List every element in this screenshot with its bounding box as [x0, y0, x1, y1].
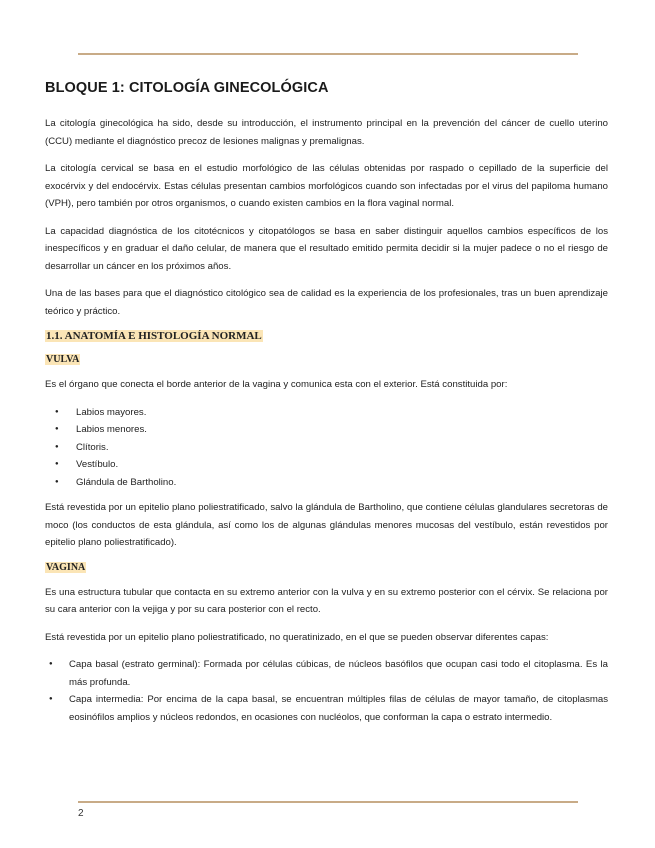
page-number: 2	[78, 808, 84, 819]
paragraph-cervical: La citología cervical se basa en el estudio morfológico de las células obtenidas por raspado o cepillado de la superficie del exocérvix y del endocérvix. Estas células presentan cambios morfológicos cuando son infectadas por el virus del papiloma humano (VPH), pero también por otros organismos, o cuando existen cambios en la flora vaginal normal.	[45, 163, 608, 209]
document-body	[45, 80, 608, 734]
vulva-epithelium: Está revestida por un epitelio plano poliestratificado, salvo la glándula de Bartholino, que contiene células glandulares secretoras de moco (los conductos de esta glándula, así como los de algunas glándulas menores mucosas del vestíbulo, están revestidos por epitelio plano poliestratificado).	[45, 502, 608, 548]
list-item: ● Vestíbulo.	[45, 456, 608, 474]
footer-rule	[78, 801, 578, 803]
vagina-heading	[45, 562, 608, 573]
paragraph-intro: La citología ginecológica ha sido, desde su introducción, el instrumento principal en la prevención del cáncer de cuello uterino (CCU) mediante el diagnóstico precoz de lesiones malignas y premalignas.	[45, 118, 608, 147]
paragraph-quality: Una de las bases para que el diagnóstico citológico sea de calidad es la experiencia de los profesionales, tras un buen aprendizaje teórico y práctico.	[45, 288, 608, 317]
list-item: ● Labios mayores.	[45, 404, 608, 422]
vagina-layers-list	[45, 656, 608, 726]
vulva-intro: Es el órgano que conecta el borde anterior de la vagina y comunica esta con el exterior. Está constituida por:	[45, 379, 508, 390]
vagina-heading-text: VAGINA	[46, 561, 86, 573]
vulva-heading-text: VULVA	[46, 354, 80, 365]
header-rule	[78, 53, 578, 55]
list-item: ● Clítoris.	[45, 439, 608, 457]
list-item: ● Capa intermedia: Por encima de la capa basal, se encuentran múltiples filas de células de mayor tamaño, de citoplasmas eosinófilos amplios y núcleos redondos, en ocasiones con nucléolos, que conforman la capa o estrato intermedio.	[45, 691, 608, 726]
paragraph-diagnostic: La capacidad diagnóstica de los citotécnicos y citopatólogos se basa en saber distinguir aquellos cambios específicos de los inespecíficos y en graduar el daño celular, de manera que el resultado emitido permita decidir si la mujer padece o no el riesgo de desarrollar un cáncer en los próximos años.	[45, 225, 608, 272]
section-heading-text: 1.1. ANATOMÍA E HISTOLOGÍA NORMAL	[46, 330, 262, 342]
list-item: ● Labios menores.	[45, 421, 608, 439]
vagina-epithelium: Está revestida por un epitelio plano poliestratificado, no queratinizado, en el que se pueden observar diferentes capas:	[45, 631, 549, 643]
list-item: ● Capa basal (estrato germinal): Formada por células cúbicas, de núcleos basófilos que ocupan casi todo el citoplasma. Es la más profunda.	[45, 656, 608, 691]
section-heading	[45, 330, 608, 342]
vulva-list	[45, 404, 608, 492]
list-item: ● Glándula de Bartholino.	[45, 474, 608, 492]
vulva-heading	[45, 354, 608, 365]
page-title: BLOQUE 1: CITOLOGÍA GINECOLÓGICA	[45, 80, 329, 96]
vagina-description: Es una estructura tubular que contacta en su extremo anterior con la vulva y en su extremo posterior con el cérvix. Se relaciona por su cara anterior con la vejiga y por su cara posterior con el recto.	[45, 586, 608, 615]
